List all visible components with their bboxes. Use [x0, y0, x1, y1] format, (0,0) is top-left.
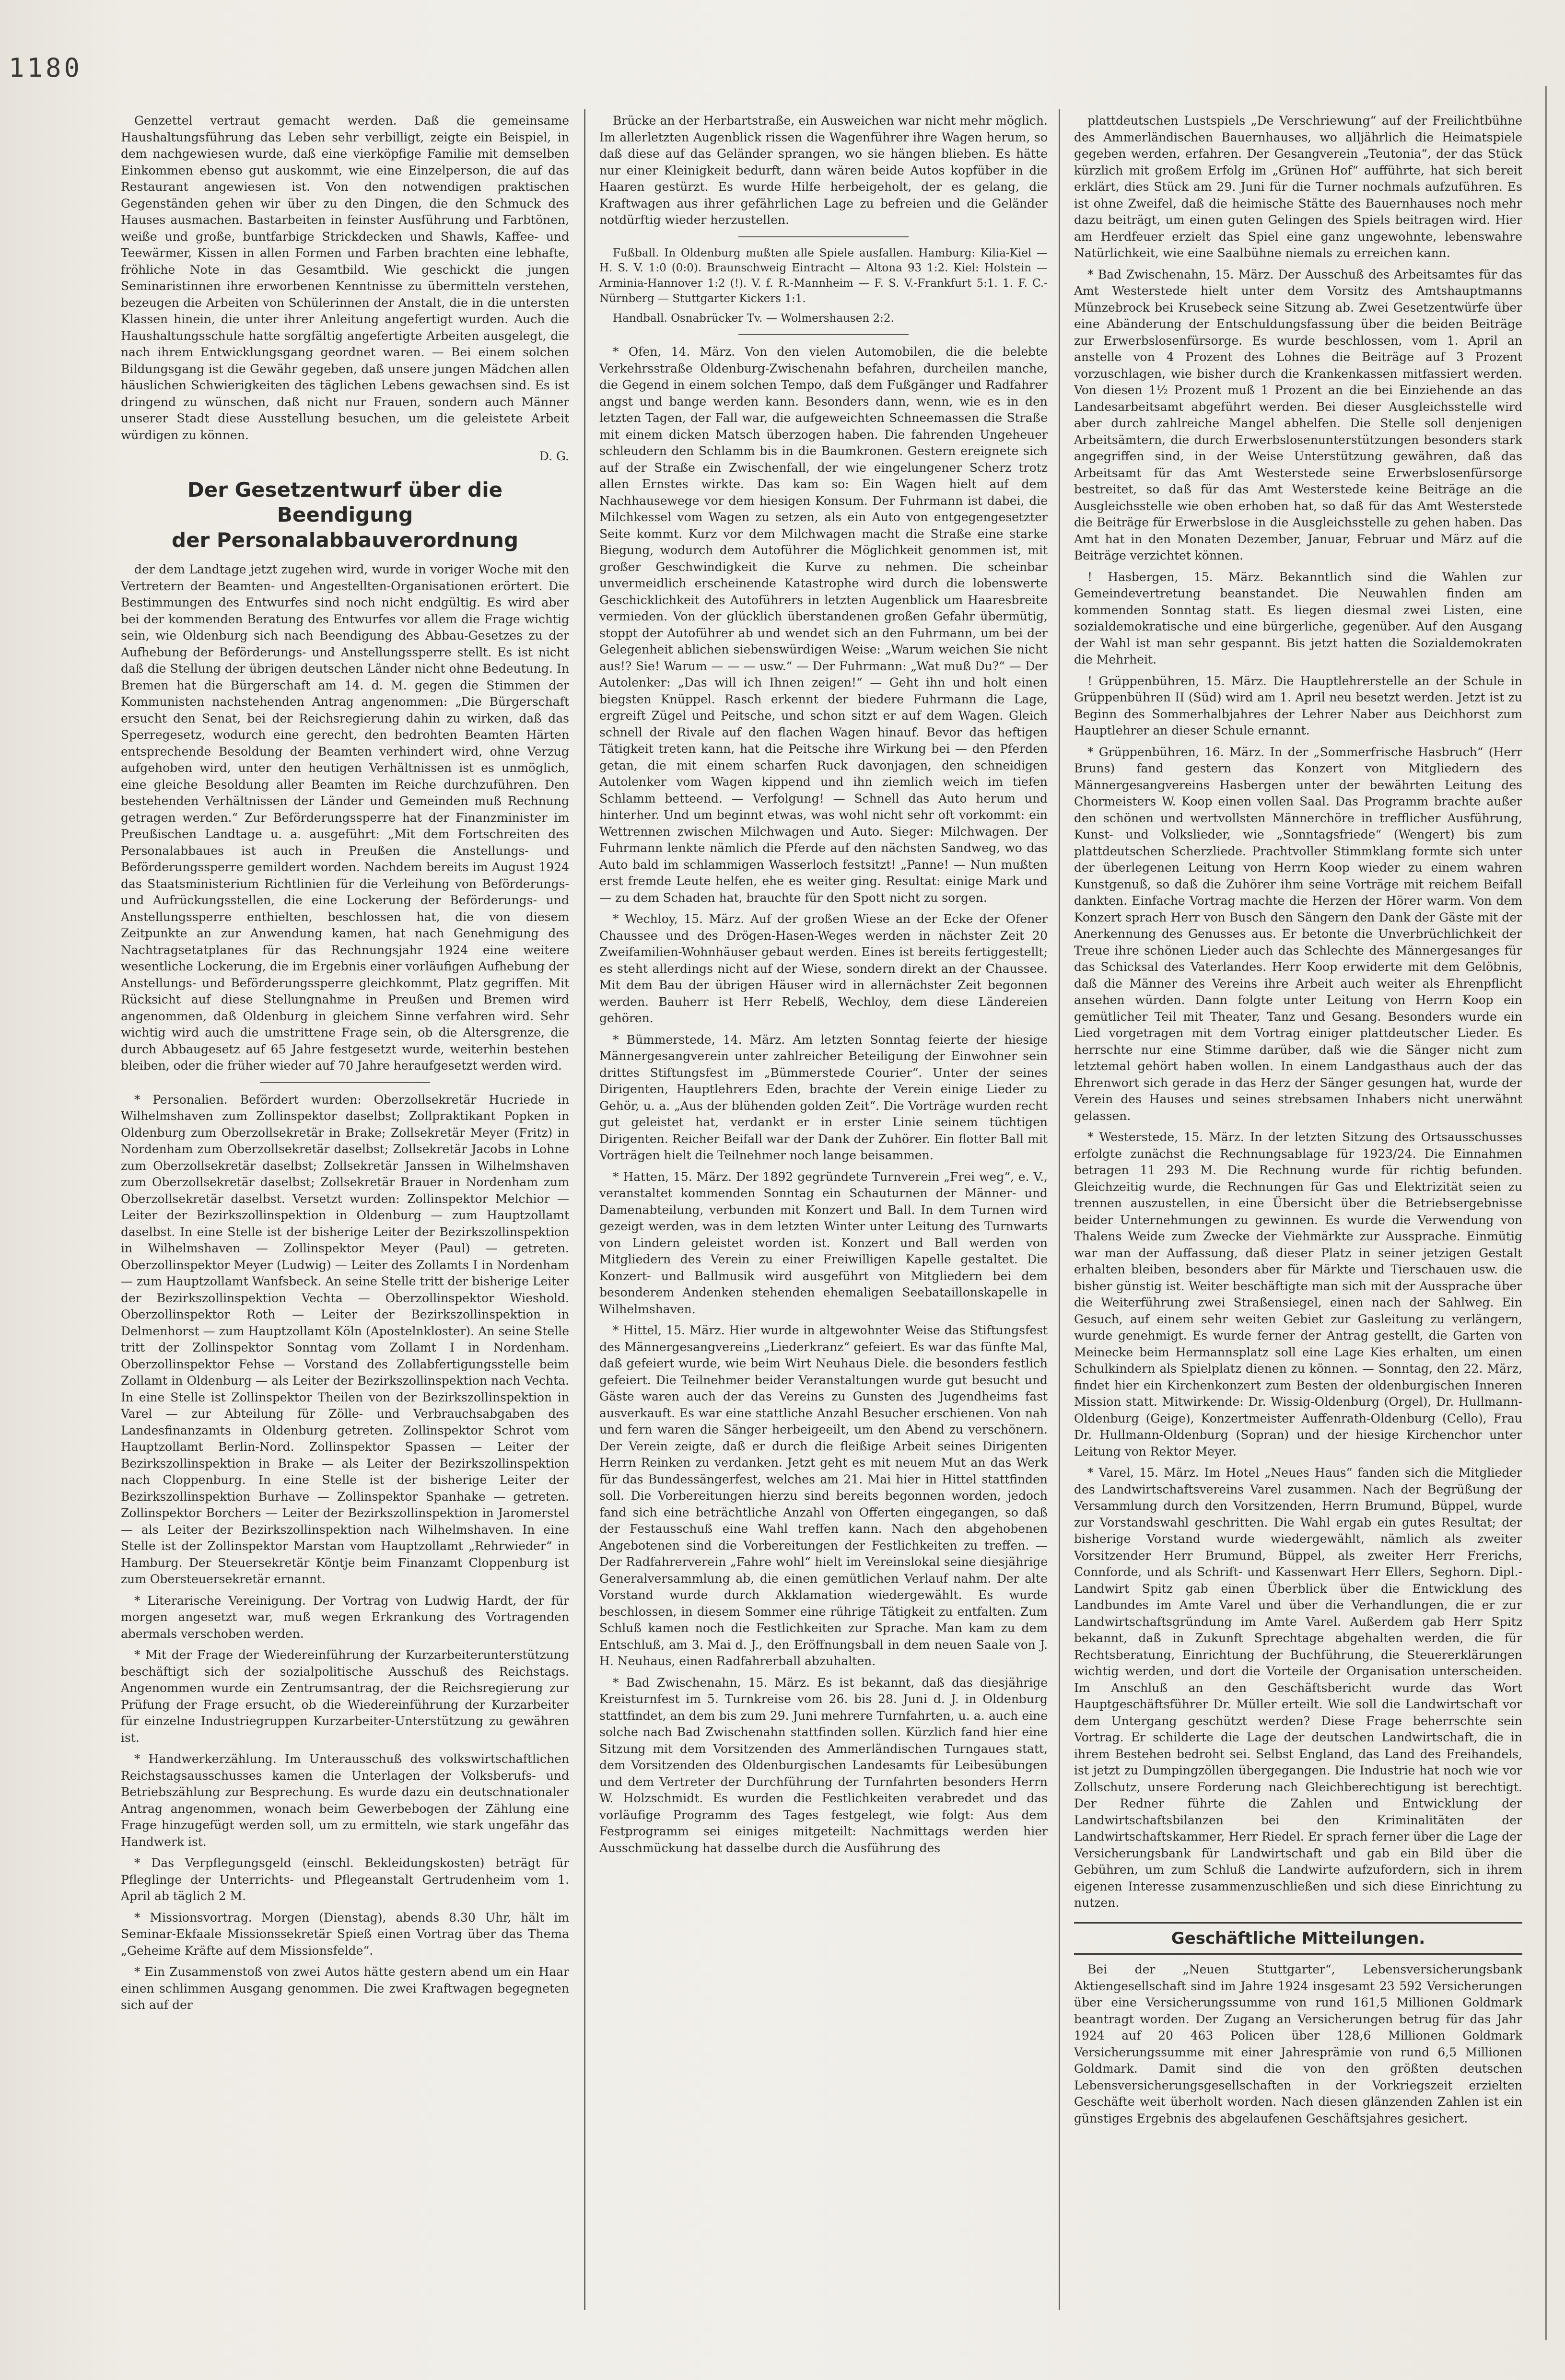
column-rule [1059, 109, 1060, 2310]
sport-handball: Handball. Osnabrücker Tv. — Wolmershausen 2:2. [613, 312, 894, 325]
separator [738, 236, 909, 237]
column-1 [121, 113, 569, 2018]
news-grueppenbuehren-schule: ! Grüppenbühren, 15. März. Die Hauptlehrerstelle an der Schule in Grüppenbühren II (Süd) wird am 1. April neu besetzt werden. Jetzt ist zu Beginn des Sommerhalbjahres der Lehrer Naber aus Deichhorst zum Hauptlehrer an dieser Schule ernannt. [1074, 674, 1522, 737]
news-kurzarbeiter: * Mit der Frage der Wiedereinführung der Kurzarbeiterunterstützung beschäftigt sich der sozialpolitische Ausschuß des Reichstags. Angenommen wurde ein Zentrumsantrag, der die Reichsregierung zur Prüfung der Frage ersucht, ob die Wiedereinführung der Kurzarbeiter für einzelne Industriegruppen Kurzarbeiter-Unterstützung zu gewähren ist. [121, 1648, 569, 1745]
column-rule [584, 109, 585, 2310]
news-hittel: * Hittel, 15. März. Hier wurde in altgewohnter Weise das Stiftungsfest des Männergesangvereins „Liederkranz“ gefeiert. Es war das fünfte Mal, daß gefeiert wurde, wie beim Wirt Neuhaus Diele. die besonders festlich gefeiert. Die Teilnehmer beider Veranstaltungen wurde gut besucht und Gäste waren auch der das Vereins zu Gunsten des Jugendheims fast ausverkauft. Es war eine stattliche Anzahl Besucher erschienen. Von nah und fern waren die Sänger herbeigeeilt, um den Abend zu verschönern. Der Verein zeigte, daß er durch die fleißige Arbeit seines Dirigenten Herrn Reinken zu verdanken. Jetzt geht es mit neuem Mut an das Werk für das Bundessängerfest, welches am 21. Mai hier in Hittel stattfinden soll. Die Vorbereitungen hierzu sind bereits begonnen worden, jedoch fand sich eine beträchtliche Anzahl von Offerten eingegangen, so daß der Festausschuß eine Wahl treffen kann. Nach den abgehobenen Angebotenen sind die Vorbereitungen der Festlichkeiten zu treffen. — Der Radfahrerverein „Fahre wohl“ hielt im Vereinslokal seine diesjährige Generalversammlung ab, die einen gemütlichen Verlauf nahm. Der alte Vorstand wurde durch Akklamation wiedergewählt. Es wurde beschlossen, in diesem Sommer eine rührige Tätigkeit zu entfalten. Zum Schluß kamen noch die Festlichkeiten zur Sprache. Man kam zu dem Entschluß, am 3. Mai d. J., den Eröffnungsball in dem neuen Saale von J. H. Neuhaus, einen Radfahrerball abzuhalten. [599, 1323, 1048, 1668]
separator [738, 334, 909, 335]
headline-line: der Personalabbauverordnung [171, 528, 519, 552]
news-hasbergen: ! Hasbergen, 15. März. Bekanntlich sind die Wahlen zur Gemeindevertretung beanstandet. Die Neuwahlen finden am kommenden Sonntag statt. Es liegen diesmal zwei Listen, eine sozialdemokratische und eine bürgerliche, gegenüber. Auf den Ausgang der Wahl ist man sehr gespannt. Bis jetzt hatten die Sozialdemokraten die Mehrheit. [1074, 570, 1522, 666]
headline-geschaeftliche-mitteilungen: Geschäftliche Mitteilungen. [1074, 1922, 1522, 1955]
news-personalien: * Personalien. Befördert wurden: Oberzollsekretär Hucriede in Wilhelmshaven zum Zollinspektor daselbst; Zollpraktikant Popken in Oldenburg zum Oberzollsekretär in Brake; Zollsekretär Meyer (Fritz) in Nordenham zum Oberzollsekretär daselbst; Zollsekretär Jacobs in Lohne zum Oberzollsekretär daselbst; Zollsekretär Janssen in Wilhelmshaven zum Oberzollsekretär daselbst; Zollsekretär Brauer in Nordenham zum Oberzollsekretär daselbst. Versetzt wurden: Zollinspektor Melchior — Leiter der Bezirkszollinspektion in Oldenburg — zum Hauptzollamt daselbst. In eine Stelle ist der bisherige Leiter der Bezirkszollinspektion in Wilhelmshaven — Zollinspektor Meyer (Paul) — getreten. Oberzollinspektor Meyer (Ludwig) — Leiter des Zollamts I in Nordenham — zum Hauptzollamt Wanfsbeck. An seine Stelle tritt der bisherige Leiter der Bezirkszollinspektion Vechta — Oberzollinspektor Wieshold. Oberzollinspektor Roth — Leiter der Bezirkszollinspektion in Delmenhorst — zum Hauptzollamt Köln (Apostelnkloster). An seine Stelle tritt der Zollinspektor Sonntag vom Zollamt I in Nordenham. Oberzollinspektor Fehse — Vorstand des Zollabfertigungsstelle beim Zollamt in Oldenburg — als Leiter der Bezirkszollinspektion nach Vechta. In eine Stelle ist Zollinspektor Theilen von der Bezirkszollinspektion in Varel — zur Abteilung für Zölle- und Verbrauchsabgaben des Landesfinanzamts in Oldenburg getreten. Zollinspektor Schrot vom Hauptzollamt Berlin-Nord. Zollinspektor Spassen — Leiter der Bezirkszollinspektion in Brake — als Leiter der Bezirkszollinspektion nach Cloppenburg. In eine Stelle ist der bisherige Leiter der Bezirkszollinspektion Burhave — Zollinspektor Spanhake — getreten. Zollinspektor Borchers — Leiter der Bezirkszollinspektion in Jaromerstel — als Leiter der Bezirkszollinspektion nach Wilhelmshaven. In eine Stelle ist der Zollinspektor Marstan vom Hauptzollamt „Rehrwieder“ in Hamburg. Der Steuersekretär Köntje beim Finanzamt Cloppenburg ist zum Obersteuersekretär ernannt. [121, 1092, 569, 1586]
news-bad-zwischenahn: * Bad Zwischenahn, 15. März. Es ist bekannt, daß das diesjährige Kreisturnfest im 5. Turnkreise vom 26. bis 28. Juni d. J. in Oldenburg stattfindet, an dem bis zum 29. Juni mehrere Turnfahrten, u. a. auch eine solche nach Bad Zwischenahn stattfinden sollen. Kürzlich fand hier eine Sitzung mit dem Vorsitzenden des Ammerländischen Turngaues statt, dem Vorsitzenden des Oldenburgischen Landesamts für Leibesübungen und dem Vertreter der Durchführung der Turnfahrten besonders Herrn W. Holzschmidt. Es wurden die Festlichkeiten verabredet und das vorläufige Programm des Tages festgelegt, wie folgt: Aus dem Festprogramm sei einiges mitgeteilt: Nachmittags werden hier Ausschmückung hat dasselbe durch die Ausführung des [599, 1675, 1048, 1855]
separator [260, 1082, 430, 1083]
news-literarische-vereinigung: * Literarische Vereinigung. Der Vortrag von Ludwig Hardt, der für morgen angesetzt war, muß wegen Erkrankung des Vortragenden abermals verschoben werden. [121, 1593, 569, 1641]
news-missionsvortrag: * Missionsvortrag. Morgen (Dienstag), abends 8.30 Uhr, hält im Seminar-Ekfaale Missionssekretär Spieß einen Vortrag über das Thema „Geheime Kräfte auf dem Missionsfelde“. [121, 1910, 569, 1958]
column-3 [1074, 113, 1522, 2132]
headline-personalabbau [121, 478, 569, 553]
news-zwischenahn-cont: plattdeutschen Lustspiels „De Verschriewung“ auf der Freilichtbühne des Ammerländischen Bauernhauses, wo alljährlich die Heimatspiele gegeben werden, erfahren. Der Gesangverein „Teutonia“, der das Stück kürzlich mit großem Erfolg im „Grünen Hof“ aufführte, hat sich bereit erklärt, dies Stück am 29. Juni für die Turner nochmals aufzuführen. Es ist ohne Zweifel, daß die heimische Stätte des Bauernhauses noch mehr dazu beiträgt, um einen guten Gelingen des Spiels beitragen wird. Hier am Herdfeuer erzielt das Spiel eine ganz ungewohnte, lebenswahre Natürlichkeit, wie eine Saalbühne niemals zu erreichen kann. [1074, 114, 1522, 260]
headline-line: Der Gesetzentwurf über die Beendigung [187, 478, 503, 526]
news-grueppenbuehren-konzert: * Grüppenbühren, 16. März. In der „Sommerfrische Hasbruch“ (Herr Bruns) fand gestern das Konzert von Mitgliedern des Männergesangvereins Hasbergen unter der bewährten Leitung des Chormeisters W. Koop einen vollen Saal. Das Programm brachte außer den schönen und wertvollsten Männerchöre in trefflicher Ausführung, Kunst- und Volkslieder, wie „Sonntagsfriede“ (Wengert) bis zum plattdeutschen Scherzliede. Prachtvoller Stimmklang formte sich unter der überlegenen Leitung von Herrn Koop wieder zu einem wahren Kunstgenuß, so daß die Zuhörer ihm seine Vorträge mit reichem Beifall dankten. Einfache Vortrag machte die Herzen der Hörer warm. Von dem Konzert sprach Herr von Busch den Sängern den Dank der Gäste mit der Anerkennung des Genusses aus. Er betonte die Unverbrüchlichkeit der Treue ihre schönen Lieder auch das Schlechte des Männergesanges für das Schicksal des Vaterlandes. Herr Koop erwiderte mit dem Gelöbnis, daß die Männer des Vereins ihre Arbeit auch weiter als Ehrenpflicht ansehen würden. Dann folgte unter Leitung von Herrn Koop ein gemütlicher Teil mit Theater, Tanz und Gesang. Besonders wurde ein Lied vorgetragen mit dem Vortrag einiger plattdeutscher Lieder. Es herrschte nur eine Stimme darüber, daß wie die Sänger nicht zum letztemal gehört haben wollen. In einem Landgasthaus auch der das Ehrenwort sich gerade in das Herz der Sänger gesungen hat, wurde der Verein des Hauses und seines strebsamen Inhabers nicht unerwähnt gelassen. [1074, 745, 1522, 1123]
news-wechloy: * Wechloy, 15. März. Auf der großen Wiese an der Ecke der Ofener Chaussee und des Drögen-Hasen-Weges werden in nächster Zeit 20 Zweifamilien-Wohnhäuser gebaut werden. Eines ist bereits fertiggestellt; es steht allerdings nicht auf der Wiese, sondern direkt an der Chaussee. Mit dem Bau der übrigen Häuser wird in allernächster Zeit begonnen werden. Bauherr ist Herr Rebelß, Wechloy, dem diese Ländereien gehören. [599, 912, 1048, 1026]
article-signature: D. G. [539, 449, 569, 463]
page-edge [1545, 86, 1547, 2340]
news-zusammenstoss-cont: Brücke an der Herbartstraße, ein Ausweichen war nicht mehr möglich. Im allerletzten Augenblick rissen die Wagenführer ihre Wagen herum, so daß diese auf das Geländer sprangen, wo sie hängen blieben. Es hätte nur einer Kleinigkeit bedurft, dann wären beide Autos kopfüber in die Haaren gestürzt. Es wurde Hilfe herbeigeholt, der es gelang, die Kraftwagen aus ihrer gefährlichen Lage zu befreien und die Geländer notdürftig wieder herzustellen. [599, 114, 1048, 227]
news-verpflegungsgeld: * Das Verpflegungsgeld (einschl. Bekleidungskosten) beträgt für Pfleglinge der Unterrichts- und Pflegeanstalt Gertrudenheim vom 1. April ab täglich 2 M. [121, 1856, 569, 1903]
news-buemmerstede: * Bümmerstede, 14. März. Am letzten Sonntag feierte der hiesige Männergesangverein unter zahlreicher Beteiligung der Einwohner sein drittes Stiftungsfest im „Bümmerstede Courier“. Unter der seines Dirigenten, Hauptlehrers Eden, brachte der Verein einige Lieder zu Gehör, u. a. „Aus der blühenden golden Zeit“. Die Vorträge wurden recht gut geleistet hat, verdankt er in erster Linie seinem tüchtigen Dirigenten. Reicher Beifall war der Dank der Zuhörer. Ein flotter Ball mit Vorträgen hielt die Teilnehmer noch lange beisammen. [599, 1032, 1048, 1163]
news-ofen: * Ofen, 14. März. Von den vielen Automobilen, die die belebte Verkehrsstraße Oldenburg-Zwischenahn befahren, durcheilen manche, die Gegend in einem solchen Tempo, daß dem Fußgänger und Radfahrer angst und bange werden kann. Besonders dann, wenn, wie es in den letzten Tagen, der Fall war, die aufgeweichten Schneemassen die Straße mit einem dicken Matsch überzogen haben. Die fahrenden Ungeheuer schleudern den Schlamm bis in die Baumkronen. Gestern ereignete sich auf der Straße ein Zwischenfall, der wie eingelungener Scherz trotz allen Ernstes wirkte. Das kam so: Ein Wagen hielt auf dem Nachhausewege vor dem hiesigen Konsum. Der Fuhrmann ist dabei, die Milchkessel vom Wagen zu setzen, als ein Auto von entgegengesetzter Seite kommt. Kurz vor dem Milchwagen macht die Straße eine starke Biegung, wodurch dem Autoführer die Möglichkeit genommen ist, mit großer Geschwindigkeit die Kurve zu nehmen. Die scheinbar unvermeidlich erscheinende Katastrophe wird durch die lobenswerte Geschicklichkeit des Autoführers in letzten Augenblick um Haaresbreite vermieden. Von der glücklich überstandenen großen Gefahr übermütig, stoppt der Autoführer ab und wendet sich an den Fuhrmann, um bei der Gelegenheit ablichen siebenswürdigen Weise: „Warum weichen Sie nicht aus!? Sie! Warum — — — usw.“ — Der Fuhrmann: „Wat muß Du?“ — Der Autolenker: „Das will ich Ihnen zeigen!“ — Geht ihn und holt einen biegsten Knüppel. Rasch erkennt der biedere Fuhrmann die Lage, ergreift Zügel und Peitsche, und schon sitzt er auf dem Wagen. Gleich schnell der Rivale auf den flachen Wagen hinauf. Bevor das heftigen Tätigkeit treten kann, hat die Peitsche ihre Wirkung bei — den Pferden getan, die mit einem scharfen Ruck davonjagen, den schneidigen Autolenker vom Wagen kippend und ihn ziemlich weich im tiefen Schlamm betteend. — Verfolgung! — Schnell das Auto herum und hinterher. Und um beginnt etwas, was wohl nicht sehr oft vorkommt: ein Wettrennen zwischen Milchwagen und Auto. Sieger: Milchwagen. Der Fuhrmann lenkte nämlich die Pferde auf den nächsten Sandweg, wo das Auto bald im schlammigen Wasserloch festsitzt! „Panne! — Nun mußten erst fremde Leute helfen, ehe es weiter ging. Resultat: einige Mark und — zu dem Schaden hat, brauchte für den Spott nicht zu sorgen. [599, 345, 1048, 905]
news-hatten: * Hatten, 15. März. Der 1892 gegründete Turnverein „Frei weg“, e. V., veranstaltet kommenden Sonntag ein Schauturnen der Männer- und Damenabteilung, verbunden mit Konzert und Ball. In dem Turnen wird gezeigt werden, was in dem letzten Winter unter Leitung des Turnwarts von Lindern geleistet worden ist. Konzert und Ball werden von Mitgliedern des Verein zu einer Freiwilligen Kapelle gestaltet. Die Konzert- und Ballmusik wird ausgeführt von Mitgliedern bei dem besonderem Andenken stehenden ehemaligen Seebataillonskapelle in Wilhelmshaven. [599, 1169, 1048, 1316]
news-arbeitsamt: * Bad Zwischenahn, 15. März. Der Ausschuß des Arbeitsamtes für das Amt Westerstede hielt unter dem Vorsitz des Amtshauptmanns Münzebrock bei Krusebeck seine Sitzung ab. Zwei Gesetzentwürfe über eine Abänderung der Entschuldungsfassung über die beiden Beiträge zur Erwerbslosenfürsorge. Es wurde beschlossen, vom 1. April an anstelle von 4 Prozent des Lohnes die Beiträge auf 3 Prozent vorzuschlagen, wie bisher durch die Krankenkassen mitfassiert werden. Von diesen 1½ Prozent muß 1 Prozent an die bei Einziehende an das Landesarbeitsamt abgeführt werden. Bei dieser Ausgleichsstelle wird aber durch zahlreiche Mangel abhelfen. Die Stelle soll denjenigen Arbeitsämtern, die durch Erwerbslosenunterstützungen besonders stark angegriffen sind, in der Weise Unterstützung gewähren, daß das Arbeitsamt für das Amt Westerstede seine Erwerbslosenfürsorge bestreitet, so daß für das Amt Westerstede keine Beiträge an die Ausgleichsstelle wie oben erhoben hat, so daß für das Amt Westerstede die Beiträge für Erwerbslose in die Ausgleichsstelle zu gehen haben. Das Amt hat in den Monaten Dezember, Januar, Februar und März auf die Beiträge verzichtet können. [1074, 267, 1522, 562]
news-zusammenstoss: * Ein Zusammenstoß von zwei Autos hätte gestern abend um ein Haar einen schlimmen Ausgang genommen. Die zwei Kraftwagen begegneten sich auf der [121, 1965, 569, 2012]
news-varel: * Varel, 15. März. Im Hotel „Neues Haus“ fanden sich die Mitglieder des Landwirtschaftsvereins Varel zusammen. Nach der Begrüßung der Versammlung durch den Vorsitzenden, Herrn Brumund, Büppel, wurde zur Vorstandswahl geschritten. Die Wahl ergab ein gutes Resultat; der bisherige Vorstand wurde wiedergewählt, nämlich als zweiter Vorsitzender Herr Brumund, Büppel, als zweiter Herr Frerichs, Connforde, und als Schrift- und Kassenwart Herr Ellers, Seghorn. Dipl.-Landwirt Spitz gab einen Überblick über die Entwicklung des Landbundes im Amte Varel und über die Verhandlungen, die er zur Landwirtschaftsgründung im Amte Varel. Außerdem gab Herr Spitz bekannt, daß in Zukunft Sprechtage abgehalten werden, die für Rechtsberatung, Einrichtung der Buchführung, die Steuererklärungen wichtig werden, und dort die Vorteile der Organisation unterscheiden. Im Anschluß an den Geschäftsbericht wurde das Wort Hauptgeschäftsführer Dr. Müller erteilt. Wie soll die Landwirtschaft vor dem Untergang geschützt werden? Diese Frage beherrschte sein Vortrag. Er schilderte die Lage der deutschen Landwirtschaft, die in ihrem Bestehen bedroht sei. Selbst England, das Land des Freihandels, ist jetzt zu Dumpingzöllen übergegangen. Die Industrie hat noch wie vor Zollschutz, unsere Forderung nach Gleichberechtigung ist berechtigt. Der Redner führte die Zahlen und Entwicklung der Landwirtschaftsbilanzen bei den Kriminalitäten der Landwirtschaftskammer, Herr Riedel. Er sprach ferner über die Lage der Versicherungsbank für Landwirtschaft und gab ein Bild über die Gebühren, um zum Schluß die Landwirte aufzufordern, sich in ihrem eigenen Interesse zusammenzuschließen und sich diese Einrichtung zu nutzen. [1074, 1466, 1522, 1910]
notice-neue-stuttgarter: Bei der „Neuen Stuttgarter“, Lebensversicherungsbank Aktiengesellschaft sind im Jahre 1924 insgesamt 23 592 Versicherungen über eine Versicherungssumme von rund 161,5 Millionen Goldmark beantragt worden. Der Zugang an Versicherungen betrug für das Jahr 1924 auf 20 463 Policen über 128,6 Millionen Goldmark Versicherungssumme mit einer Jahresprämie von rund 6,5 Millionen Goldmark. Damit sind die von den größten deutschen Lebensversicherungsgesellschaften in der Vorkriegszeit erzielten Geschäfte weit überholt worden. Nach diesen glänzenden Zahlen ist ein günstiges Ergebnis des abgelaufenen Geschäftsjahres gesichert. [1074, 1962, 1522, 2125]
sport-fussball: Fußball. In Oldenburg mußten alle Spiele ausfallen. Hamburg: Kilia-Kiel — H. S. V. 1:0 (0:0). Braunschweig Eintracht — Altona 93 1:2. Kiel: Holstein — Arminia-Hannover 1:2 (!). V. f. R.-Mannheim — F. S. V.-Frankfurt 5:1. 1. F. C.-Nürnberg — Stuttgarter Kickers 1:1. [599, 246, 1048, 305]
article-exhibition: Genzettel vertraut gemacht werden. Daß die gemeinsame Haushaltungsführung das Leben sehr verbilligt, zeigte ein Beispiel, in dem nachgewiesen wurde, daß eine vierköpfige Familie mit demselben Einkommen ebenso gut auskommt, wie eine Einzelperson, die auf das Restaurant angewiesen ist. Von den notwendigen praktischen Gegenständen gehen wir über zu den Dingen, die den Schmuck des Hauses ausmachen. Bastarbeiten in feinster Ausführung und Farbtönen, weiße und große, buntfarbige Strickdecken und Shawls, Kaffee- und Teewärmer, Kissen in allen Formen und Farben brachten eine lebhafte, fröhliche Note in das Gesamtbild. Wie geschickt die jungen Seminaristinnen ihre erworbenen Kenntnisse zu übermitteln verstehen, bezeugen die Arbeiten von Schülerinnen der Anstalt, die in die untersten Klassen hinein, die unter ihrer Anleitung angefertigt wurden. Auch die Haushaltungsschule hatte sorgfältig angefertigte Arbeiten ausgelegt, die nach ihrem Entwicklungsgang geordnet waren. — Bei einem solchen Bildungsgang ist die Gewähr gegeben, daß unsere jungen Mädchen allen häuslichen Schwierigkeiten des täglichen Lebens gewachsen sind. Es ist dringend zu wünschen, daß nicht nur Frauen, sondern auch Männer unserer Stadt diese Ausstellung besuchen, um die geleistete Arbeit würdigen zu können. [121, 114, 569, 442]
column-2 [599, 113, 1048, 1861]
page-number: 1180 [9, 53, 83, 83]
news-handwerkerzaehlung: * Handwerkerzählung. Im Unterausschuß des volkswirtschaftlichen Reichstagsausschusses kamen die Unterlagen der Volksberufs- und Betriebszählung zur Besprechung. Es wurde dazu ein deutschnationaler Antrag angenommen, wonach beim Gewerbebogen der Zählung eine Frage hinzugefügt werden soll, um zu ermitteln, wie stark ungefähr das Handwerk ist. [121, 1752, 569, 1849]
article-personalabbau: der dem Landtage jetzt zugehen wird, wurde in voriger Woche mit den Vertretern der Beamten- und Angestellten-Organisationen erörtert. Die Bestimmungen des Entwurfes sind noch nicht endgültig. Es wird aber bei der kommenden Beratung des Entwurfes vor allem die Frage wichtig sein, wie Oldenburg sich nach Beendigung des Abbau-Gesetzes zu der Aufhebung der Beförderungs- und Anstellungssperre stellt. Es ist nicht daß die Stellung der übrigen deutschen Länder nicht ohne Bedeutung. In Bremen hat die Bürgerschaft am 14. d. M. gegen die Stimmen der Kommunisten nachstehenden Antrag angenommen: „Die Bürgerschaft ersucht den Senat, bei der Reichsregierung dahin zu wirken, daß das Sperregesetz, wodurch eine gerecht, den bedrohten Beamten Härten entsprechende Besoldung der Beamten verhindert wird, ohne Verzug aufgehoben wird, unter den heutigen Verhältnissen ist es unmöglich, eine gleiche Besoldung aller Beamten im Reiche durchzuführen. Den bestehenden Verhältnissen der Länder und Gemeinden muß Rechnung getragen werden.“ Zur Beförderungssperre hat der Finanzminister im Preußischen Landtage u. a. ausgeführt: „Mit dem Fortschreiten des Personalabbaues ist auch in Preußen die Anstellungs- und Beförderungssperre gemildert worden. Nachdem bereits im August 1924 das Staatsministerium Richtlinien für die Verleihung von Beförderungs- und Aufrückungsstellen, die eine Lockerung der Beförderungs- und Anstellungssperre enthielten, beschlossen hat, die von diesem Zeitpunkte an zur Anwendung kamen, hat nach Genehmigung des Nachtragsetatplanes für das Rechnungsjahr 1924 eine weitere wesentliche Lockerung, die im Ergebnis einer vorläufigen Aufhebung der Anstellungs- und Beförderungssperre gleichkommt, Platz gegriffen. Mit Rücksicht auf diese Stellungnahme in Preußen und Bremen wird angenommen, daß Oldenburg in gleichem Sinne verfahren wird. Sehr wichtig wird auch die umstrittene Frage sein, ob die Altersgrenze, die durch Abbaugesetz auf 65 Jahre festgesetzt wurde, weiterhin bestehen bleiben, oder die früher wieder auf 70 Jahre heraufgesetzt werden wird. [121, 562, 569, 1073]
news-westerstede: * Westerstede, 15. März. In der letzten Sitzung des Ortsausschusses erfolgte zunächst die Rechnungsablage für 1923/24. Die Einnahmen betragen 11 293 M. Die Rechnung wurde für richtig befunden. Gleichzeitig wurde, die Rechnungen für Gas und Elektrizität seien zu trennen auszustellen, in eine Übersicht über die Betriebsergebnisse beider Unternehmungen zu gewinnen. Es wurde die Verwendung von Thalens Weide zum Zwecke der Viehmärkte zur Aussprache. Einmütig war man der Auffassung, daß dieser Platz in seiner jetzigen Gestalt erhalten bleiben, besonders aber für Märkte und Tierschauen usw. die bisher günstig ist. Weiter beschäftigte man sich mit der Aussprache über die Weiterführung zwei Straßensiegel, einen nach der Sahlweg. Ein Gesuch, auf einem sehr weiten Gebiet zur Gasleitung zu verlängern, wurde genehmigt. Es wurde ferner der Antrag gestellt, die Garten von Meinecke beim Hermannsplatz soll eine Lage Kies erhalten, um einen Schulkindern als Spielplatz dienen zu können. — Sonntag, den 22. März, findet hier ein Kirchenkonzert zum Besten der oldenburgischen Inneren Mission statt. Mitwirkende: Dr. Wissig-Oldenburg (Orgel), Dr. Hullmann-Oldenburg (Geige), Konzertmeister Auffenrath-Oldenburg (Cello), Frau Dr. Hullmann-Oldenburg (Sopran) und der hiesige Kirchenchor unter Leitung von Rektor Meyer. [1074, 1130, 1522, 1458]
